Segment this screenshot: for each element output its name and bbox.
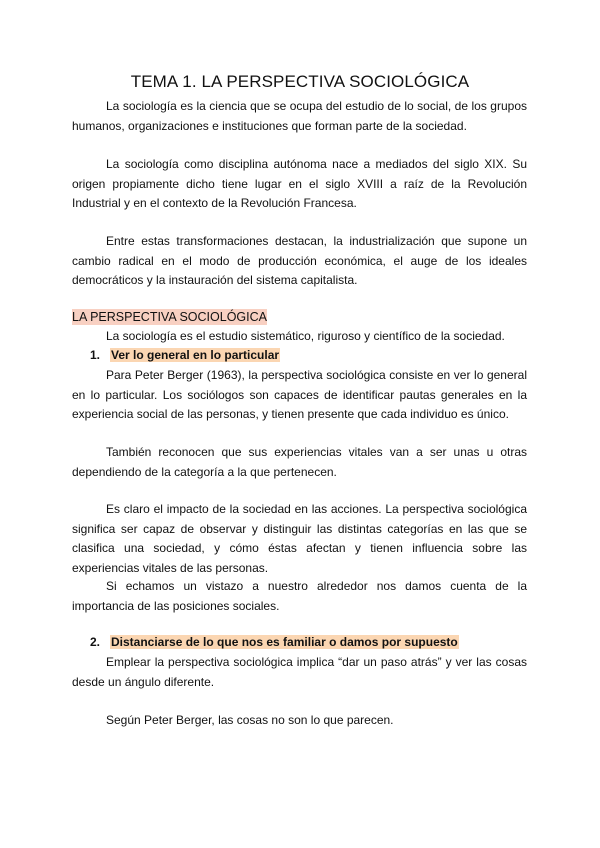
point1-paragraph-4: Si echamos un vistazo a nuestro alrededor nos damos cuenta de la importancia de las posiciones sociales.: [72, 579, 527, 613]
subheading-number: 2.: [90, 635, 101, 649]
subheading-label: Distanciarse de lo que nos es familiar o damos por supuesto: [111, 635, 458, 649]
intro-paragraph-3: Entre estas transformaciones destacan, la industrialización que supone un cambio radical en el modo de producción económica, el auge de los ideales democráticos y la instauración del sistema capitalista.: [72, 234, 527, 288]
point1-paragraph-1: Para Peter Berger (1963), la perspectiva sociológica consiste en ver lo general en lo particular. Los sociólogos son capaces de identificar pautas generales en la experiencia social de las personas, y tienen presente que cada individuo es único.: [72, 368, 527, 422]
page-title: TEMA 1. LA PERSPECTIVA SOCIOLÓGICA: [130, 72, 470, 91]
intro-paragraph-2: La sociología como disciplina autónoma nace a mediados del siglo XIX. Su origen propiamente dicho tiene lugar en el siglo XVIII a raíz de la Revolución Industrial y en el contexto de la Revolución Francesa.: [72, 157, 527, 211]
subheading-point-1: [90, 348, 280, 362]
section-heading: LA PERSPECTIVA SOCIOLÓGICA: [72, 310, 267, 324]
section-definition: La sociología es el estudio sistemático, riguroso y científico de la sociedad.: [106, 329, 505, 343]
subheading-number: 1.: [90, 348, 101, 362]
point1-paragraph-2: También reconocen que sus experiencias vitales van a ser unas u otras dependiendo de la categoría a la que pertenecen.: [72, 445, 527, 479]
point2-paragraph-1: Emplear la perspectiva sociológica implica “dar un paso atrás” y ver las cosas desde un ángulo diferente.: [72, 655, 527, 689]
point2-paragraph-2: Según Peter Berger, las cosas no son lo que parecen.: [106, 713, 394, 727]
intro-paragraph-1: La sociología es la ciencia que se ocupa del estudio de lo social, de los grupos humanos, organizaciones e instituciones que forman parte de la sociedad.: [72, 99, 527, 133]
point1-paragraph-3: Es claro el impacto de la sociedad en las acciones. La perspectiva sociológica significa ser capaz de observar y distinguir las distintas categorías en las que se clasifica una sociedad, y cómo éstas afectan y tienen influencia sobre las experiencias vitales de las personas.: [72, 502, 527, 575]
subheading-label: Ver lo general en lo particular: [111, 348, 280, 362]
subheading-point-2: [90, 635, 459, 649]
